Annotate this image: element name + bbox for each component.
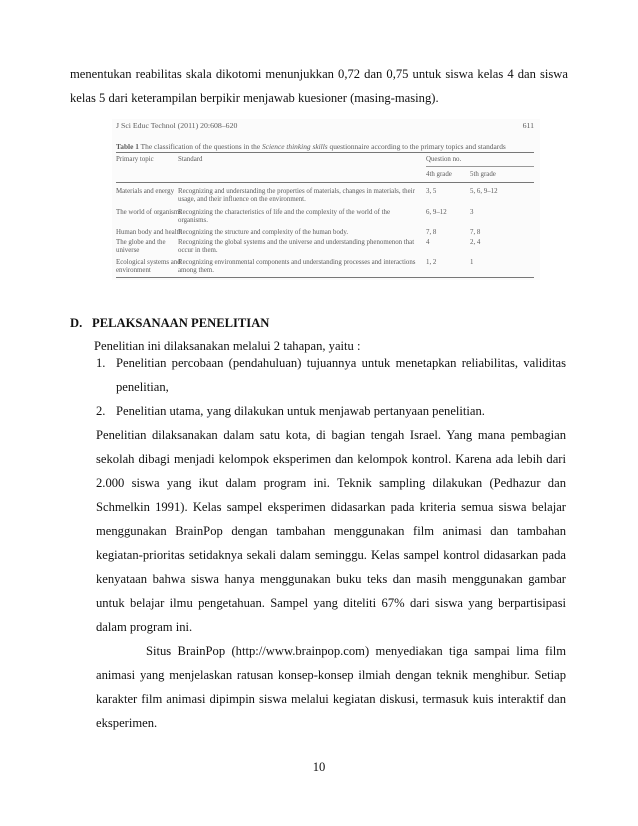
intro-text: menentukan reabilitas skala dikotomi menunjukkan 0,72 dan 0,75 untuk siswa kelas 4 dan siswa kelas 5 dari keterampilan berpikir menjawab kuesioner (masing-masing). (70, 67, 568, 105)
list-item (96, 351, 566, 399)
row-1-grade5: 5, 6, 9–12 (470, 188, 498, 195)
journal-citation: J Sci Educ Technol (2011) 20:608–620 (116, 121, 238, 130)
list-item (96, 399, 566, 423)
table-caption-pre: The classification of the questions in the (140, 142, 262, 151)
list-item-number: 2. (96, 404, 106, 418)
table-caption-label: Table 1 (116, 142, 139, 151)
row-1-standard: Recognizing and understanding the properties of materials, changes in materials, their usage, and their influence on the environment. (178, 188, 415, 203)
row-3-grade4: 7, 8 (426, 229, 437, 236)
journal-page: 611 (522, 121, 534, 130)
header-standard: Standard (178, 156, 203, 163)
list-item-number: 1. (96, 356, 106, 370)
row-2-grade4: 6, 9–12 (426, 209, 447, 216)
row-5-grade4: 1, 2 (426, 259, 437, 266)
header-question-no: Question no. (426, 156, 462, 163)
table-bottom-rule (116, 277, 534, 278)
table-top-rule (116, 152, 534, 153)
table-caption-italic: Science thinking skills (261, 142, 328, 151)
section-title: PELAKSANAAN PENELITIAN (92, 316, 270, 330)
row-4-grade5: 2, 4 (470, 239, 481, 246)
row-3-standard: Recognizing the structure and complexity of the human body. (178, 229, 349, 236)
scanned-table-image (112, 119, 540, 280)
paragraph-1: Penelitian dilaksanakan dalam satu kota, di bagian tengah Israel. Yang mana pembagian sekolah dibagi menjadi kelompok eksperimen dan kelompok kontrol. Karena ada lebih dari 2.000 siswa yang ikut dalam program ini. Teknik sampling dilakukan (Pedhazur dan Schmelkin 1991). Kelas sampel eksperimen didasarkan pada kriteria semua siswa belajar menggunakan BrainPop dengan tambahan menggunakan film animasi dan tambahan kegiatan-prioritas setidaknya sekali dalam seminggu. Kelas sampel kontrol didasarkan pada kenyataan bahwa siswa hanya menggunakan buku teks dan masih menggunakan gambar untuk belajar ilmu pengetahuan. Sampel yang diteliti 67% dari siswa yang berpartisipasi dalam program ini. (96, 428, 566, 634)
row-2-topic: The world of organisms (116, 209, 182, 216)
stage-list (96, 351, 566, 423)
row-2-grade5: 3 (470, 209, 474, 216)
header-5th-grade: 5th grade (470, 171, 496, 178)
intro-paragraph (70, 62, 568, 110)
row-1-topic: Materials and energy (116, 188, 175, 195)
row-1-grade4: 3, 5 (426, 188, 437, 195)
page-number: 10 (312, 760, 326, 774)
header-primary-topic: Primary topic (116, 156, 154, 163)
row-3-grade5: 7, 8 (470, 229, 481, 236)
row-4-standard: Recognizing the global systems and the universe and understanding phenomenon that occur in them. (178, 239, 415, 254)
body-text (96, 423, 566, 735)
paragraph-2: Situs BrainPop (http://www.brainpop.com) menyediakan tiga sampai lima film animasi yang menjelaskan ratusan konsep-konsep ilmiah dengan teknik menghibur. Setiap karakter film animasi dipimpin siswa melalui kegiatan diskusi, termasuk kuis interaktif dan eksperimen. (96, 644, 566, 730)
row-5-standard: Recognizing environmental components and understanding processes and interactions among them. (178, 259, 416, 274)
header-4th-grade: 4th grade (426, 171, 452, 178)
row-3-topic: Human body and health (116, 229, 183, 236)
table-header-rule (116, 182, 534, 183)
list-item-text: Penelitian utama, yang dilakukan untuk menjawab pertanyaan penelitian. (116, 404, 485, 418)
header-sub-rule (426, 166, 534, 167)
section-heading (70, 316, 269, 331)
row-5-topic: Ecological systems and environment (116, 259, 181, 274)
row-4-grade4: 4 (426, 239, 430, 246)
list-item-text: Penelitian percobaan (pendahuluan) tujuannya untuk menetapkan reliabilitas, validitas penelitian, (116, 356, 566, 394)
section-lead: Penelitian ini dilaksanakan melalui 2 tahapan, yaitu : (94, 339, 361, 353)
row-5-grade5: 1 (470, 259, 474, 266)
section-number: D. (70, 316, 83, 330)
row-4-topic: The globe and the universe (116, 239, 166, 254)
table-caption-post: questionnaire according to the primary topics and standards (327, 142, 506, 151)
table-caption (116, 142, 506, 151)
row-2-standard: Recognizing the characteristics of life and the complexity of the world of the organisms. (178, 209, 391, 224)
